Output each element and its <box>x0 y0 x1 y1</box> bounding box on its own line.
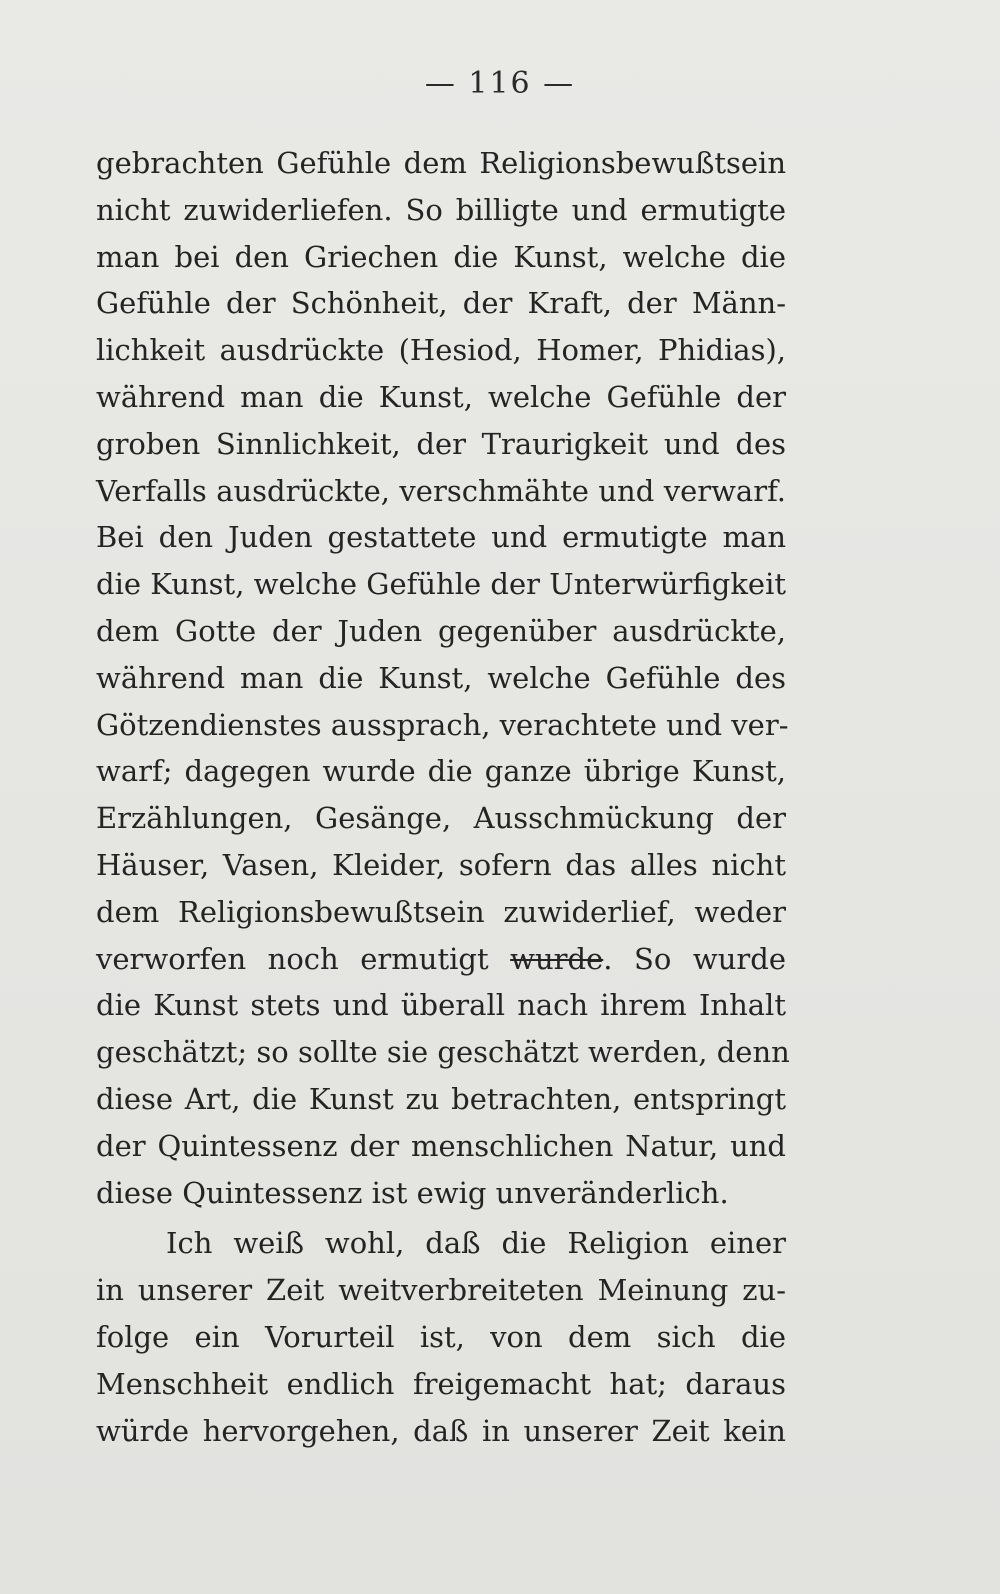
text-line: die Kunst stets und überall nach ihrem Inhalt <box>96 988 786 1023</box>
text-line: während man die Kunst, welche Gefühle der <box>96 379 786 414</box>
text-line: die Kunst, welche Gefühle der Unterwürfigkeit <box>96 567 786 602</box>
body-text <box>96 140 790 1454</box>
text-line: diese Quintessenz ist ewig unveränderlich. <box>96 1175 729 1210</box>
text-line: lichkeit ausdrückte (Hesiod, Homer, Phidias), <box>96 333 786 368</box>
text-line: würde hervorgehen, daß in unserer Zeit kein <box>96 1413 786 1448</box>
text-line: Bei den Juden gestattete und ermutigte man <box>96 520 786 555</box>
text-line: der Quintessenz der menschlichen Natur, und <box>96 1128 786 1163</box>
text-line-with-strikethrough <box>96 936 786 983</box>
text-line: gebrachten Gefühle dem Religionsbewußtsein <box>96 146 786 180</box>
text-line: warf; dagegen wurde die ganze übrige Kunst, <box>96 754 786 789</box>
text-line: nicht zuwiderliefen. So billigte und ermutigte <box>96 192 786 227</box>
text-line: Ich weiß wohl, daß die Religion einer <box>166 1226 786 1261</box>
text-line: Götzendienstes aussprach, verachtete und ver- <box>96 707 789 742</box>
text-fragment: verworfen noch ermutigt <box>96 941 511 976</box>
struck-word: wurde <box>510 941 604 976</box>
text-line: geschätzt; so sollte sie geschätzt werden, denn <box>96 1035 790 1070</box>
page-number: — 116 — <box>424 66 576 101</box>
text-line: man bei den Griechen die Kunst, welche die <box>96 239 786 274</box>
text-line: Menschheit endlich freigemacht hat; daraus <box>96 1366 786 1401</box>
text-line: während man die Kunst, welche Gefühle des <box>96 660 786 695</box>
text-line: groben Sinnlichkeit, der Traurigkeit und des <box>96 426 786 461</box>
text-line: in unserer Zeit weitverbreiteten Meinung zu- <box>96 1273 786 1308</box>
text-line: Gefühle der Schönheit, der Kraft, der Männ- <box>96 286 786 321</box>
text-line: diese Art, die Kunst zu betrachten, entspringt <box>96 1081 786 1116</box>
text-line: dem Religionsbewußtsein zuwiderlief, weder <box>96 894 786 929</box>
text-line: dem Gotte der Juden gegenüber ausdrückte, <box>96 613 786 648</box>
text-line: Häuser, Vasen, Kleider, sofern das alles nicht <box>96 847 786 882</box>
text-line: Verfalls ausdrückte, verschmähte und verwarf. <box>96 473 786 508</box>
text-fragment: . So wurde <box>603 941 786 976</box>
text-line: Erzählungen, Gesänge, Ausschmückung der <box>96 801 786 836</box>
text-line: folge ein Vorurteil ist, von dem sich die <box>96 1319 786 1354</box>
